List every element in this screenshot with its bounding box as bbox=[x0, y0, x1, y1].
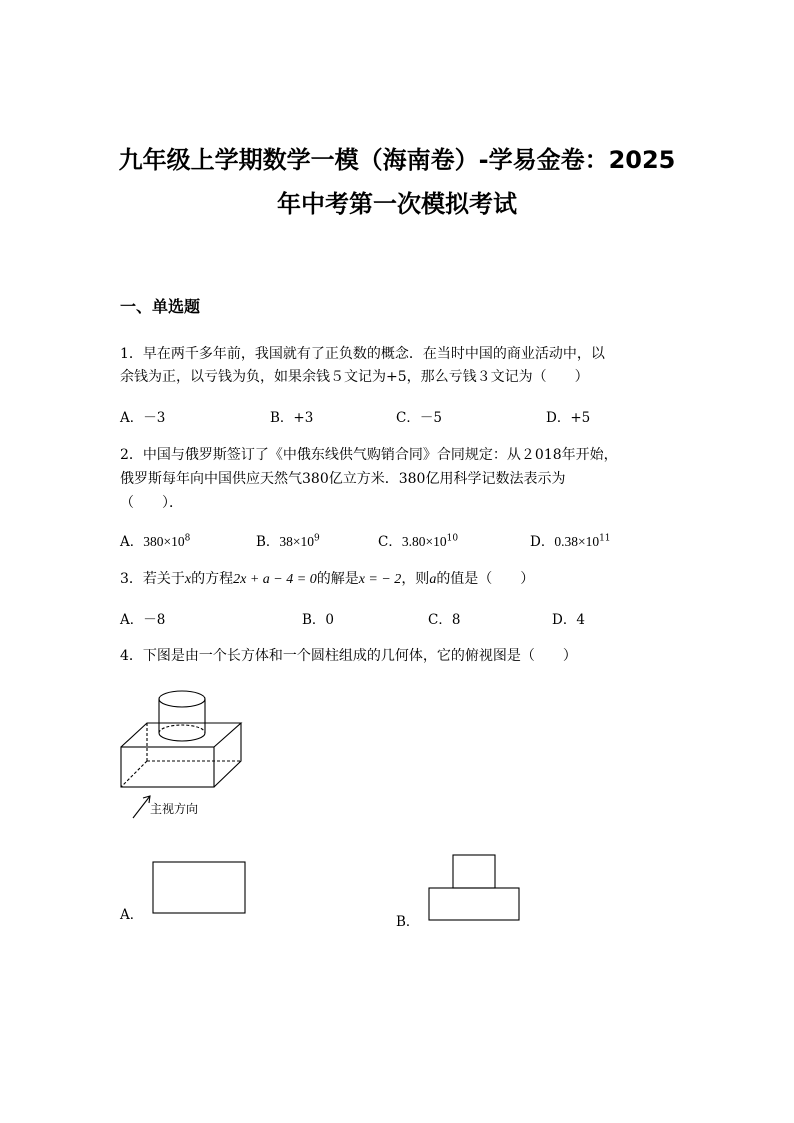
q2-option-d-base: 0.38×10 bbox=[554, 534, 600, 549]
q3-mid3: ，则 bbox=[401, 571, 430, 587]
q4-option-b: B． bbox=[396, 914, 420, 930]
cylinder-top bbox=[159, 691, 205, 707]
cylinder-bottom-hidden bbox=[159, 725, 205, 733]
q2-option-b-base: 38×10 bbox=[279, 534, 315, 549]
q1-option-b: B．+3 bbox=[270, 410, 314, 426]
q2-option-d-label: D． bbox=[530, 534, 555, 550]
q2-text-line3: （ ）． bbox=[120, 495, 183, 511]
cuboid-right-face bbox=[214, 723, 241, 787]
q2-option-a-base: 380×10 bbox=[143, 534, 185, 549]
q3-mid: 的方程 bbox=[191, 571, 234, 587]
q1-option-a: A．－3 bbox=[120, 410, 166, 426]
lower-rectangle bbox=[429, 888, 519, 920]
cuboid-top-face bbox=[121, 723, 241, 747]
q1-option-d: D．+5 bbox=[546, 410, 591, 426]
q3-solution: x = − 2 bbox=[358, 572, 402, 587]
q3-option-c: C．8 bbox=[428, 612, 461, 628]
q4-text: 4．下图是由一个长方体和一个圆柱组成的几何体，它的俯视图是（ ） bbox=[120, 648, 577, 664]
q2-text-line1: 2．中国与俄罗斯签订了《中俄东线供气购销合同》合同规定：从２018年开始， bbox=[120, 447, 618, 463]
upper-rectangle bbox=[453, 855, 495, 888]
view-direction-arrow bbox=[133, 796, 150, 818]
q2-option-a-label: A． bbox=[120, 534, 144, 550]
q2-option-b-label: B． bbox=[256, 534, 280, 550]
q3-prefix: 3．若关于 bbox=[120, 571, 185, 587]
q2-text-line2: 俄罗斯每年向中国供应天然气380亿立方米．380亿用科学记数法表示为 bbox=[120, 471, 566, 487]
q1-text-line2: 余钱为正，以亏钱为负，如果余钱５文记为+5，那么亏钱３文记为（ ） bbox=[120, 369, 589, 385]
q2-option-c-label: C． bbox=[378, 534, 402, 550]
q2-option-b-exp: 9 bbox=[314, 533, 320, 544]
q2-option-c-exp: 10 bbox=[446, 533, 459, 544]
q2-option-b bbox=[256, 530, 320, 550]
q1-option-c: C．－5 bbox=[396, 410, 442, 426]
view-direction-label: 主视方向 bbox=[150, 802, 199, 816]
q3-suffix: 的值是（ ） bbox=[436, 571, 535, 587]
cylinder-bottom-front bbox=[159, 733, 205, 741]
q3-mid2: 的解是 bbox=[316, 571, 359, 587]
q2-option-a bbox=[120, 530, 190, 550]
q3-var-a: a bbox=[429, 572, 437, 587]
q3-option-d: D．4 bbox=[552, 612, 585, 628]
q4-option-b-figure bbox=[426, 852, 524, 924]
q3-text bbox=[120, 568, 534, 588]
q3-option-a: A．－8 bbox=[120, 612, 166, 628]
q2-option-d bbox=[530, 530, 611, 550]
page-title-line1: 九年级上学期数学一模（海南卷）-学易金卷：2025 bbox=[118, 146, 676, 174]
q3-equation: 2x + a − 4 = 0 bbox=[233, 572, 317, 587]
section-heading: 一、单选题 bbox=[120, 297, 201, 316]
q3-var-x: x bbox=[184, 572, 192, 587]
rectangle-shape bbox=[153, 862, 245, 913]
q2-option-a-exp: 8 bbox=[184, 533, 191, 544]
q4-option-a: A． bbox=[120, 907, 144, 923]
q2-option-c bbox=[378, 530, 458, 550]
q1-text-line1: 1．早在两千多年前，我国就有了正负数的概念．在当时中国的商业活动中，以 bbox=[120, 346, 605, 362]
q4-option-a-figure bbox=[150, 859, 250, 917]
q2-option-d-exp: 11 bbox=[599, 533, 611, 544]
q3-option-b: B．0 bbox=[302, 612, 335, 628]
page-title-line2: 年中考第一次模拟考试 bbox=[277, 190, 517, 218]
cuboid-front-face bbox=[121, 747, 214, 787]
q2-option-c-base: 3.80×10 bbox=[401, 534, 447, 549]
cuboid-hidden-edges bbox=[121, 723, 241, 787]
